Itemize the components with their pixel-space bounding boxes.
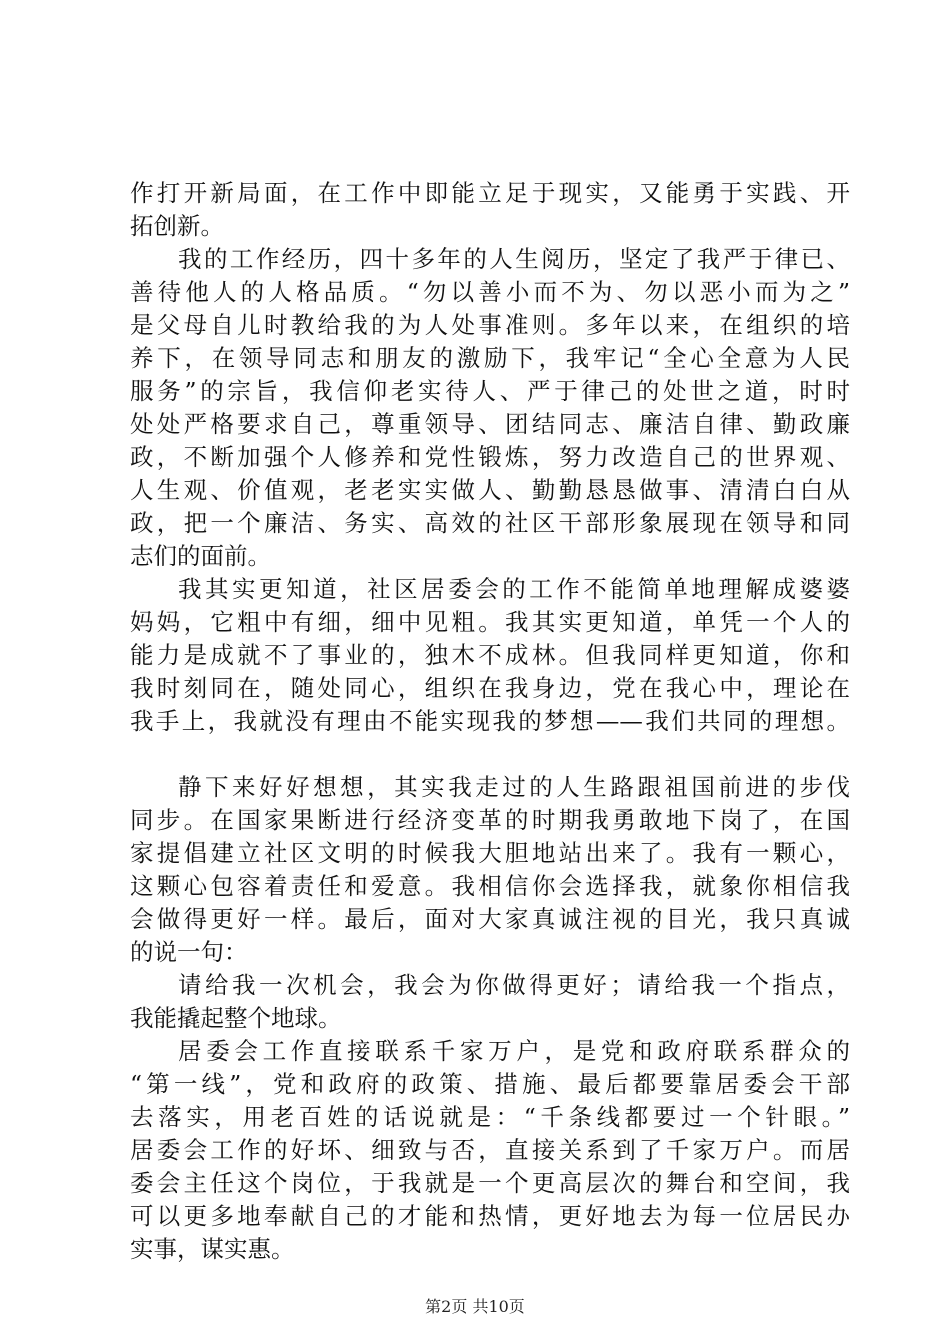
text-line: 同步。在国家果断进行经济变革的时期我勇敢地下岗了，在国: [130, 806, 850, 834]
text-line: 我其实更知道，社区居委会的工作不能简单地理解成婆婆: [178, 575, 850, 603]
text-line: 委会主任这个岗位，于我就是一个更高层次的舞台和空间，我: [130, 1169, 850, 1197]
text-line: 我手上，我就没有理由不能实现我的梦想——我们共同的理想。: [130, 707, 850, 735]
text-line: 政，不断加强个人修养和党性锻炼，努力改造自己的世界观、: [130, 443, 850, 471]
text-line: 政，把一个廉洁、务实、高效的社区干部形象展现在领导和同: [130, 509, 850, 537]
text-line: 妈妈，它粗中有细，细中见粗。我其实更知道，单凭一个人的: [130, 608, 850, 636]
text-line: 我的工作经历，四十多年的人生阅历，坚定了我严于律已、: [178, 245, 850, 273]
text-line: 养下，在领导同志和朋友的激励下，我牢记“全心全意为人民: [130, 344, 850, 372]
text-line: 这颗心包容着责任和爱意。我相信你会选择我，就象你相信我: [130, 872, 850, 900]
text-line: 静下来好好想想，其实我走过的人生路跟祖国前进的步伐: [178, 773, 850, 801]
text-line: “第一线”，党和政府的政策、措施、最后都要靠居委会干部: [130, 1070, 850, 1098]
text-line: 善待他人的人格品质。“勿以善小而不为、勿以恶小而为之”: [130, 278, 850, 306]
text-line: 家提倡建立社区文明的时候我大胆地站出来了。我有一颗心，: [130, 839, 850, 867]
text-line: 请给我一次机会，我会为你做得更好；请给我一个指点，: [178, 971, 850, 999]
text-line: 可以更多地奉献自己的才能和热情，更好地去为每一位居民办: [130, 1202, 850, 1230]
text-line: 会做得更好一样。最后，面对大家真诚注视的目光，我只真诚: [130, 905, 850, 933]
text-line: 我时刻同在，随处同心，组织在我身边，党在我心中，理论在: [130, 674, 850, 702]
text-line: 能力是成就不了事业的，独木不成林。但我同样更知道，你和: [130, 641, 850, 669]
text-line: 的说一句：: [130, 938, 248, 966]
text-line: 去落实，用老百姓的话说就是：“千条线都要过一个针眼。”: [130, 1103, 850, 1131]
text-line: 实事，谋实惠。: [130, 1235, 295, 1263]
text-line: 服务”的宗旨，我信仰老实待人、严于律己的处世之道，时时: [130, 377, 850, 405]
page-number-footer: 第2页 共10页: [425, 1297, 525, 1316]
text-line: 居委会工作直接联系千家万户，是党和政府联系群众的: [178, 1037, 850, 1065]
text-line: 我能撬起整个地球。: [130, 1004, 342, 1032]
text-line: 作打开新局面，在工作中即能立足于现实，又能勇于实践、开: [130, 179, 850, 207]
text-line: 拓创新。: [130, 212, 224, 240]
text-line: 居委会工作的好坏、细致与否，直接关系到了千家万户。而居: [130, 1136, 850, 1164]
text-line: 是父母自儿时教给我的为人处事准则。多年以来，在组织的培: [130, 311, 850, 339]
text-line: 人生观、价值观，老老实实做人、勤勤恳恳做事、清清白白从: [130, 476, 850, 504]
text-line: 志们的面前。: [130, 542, 271, 570]
text-line: 处处严格要求自己，尊重领导、团结同志、廉洁自律、勤政廉: [130, 410, 850, 438]
